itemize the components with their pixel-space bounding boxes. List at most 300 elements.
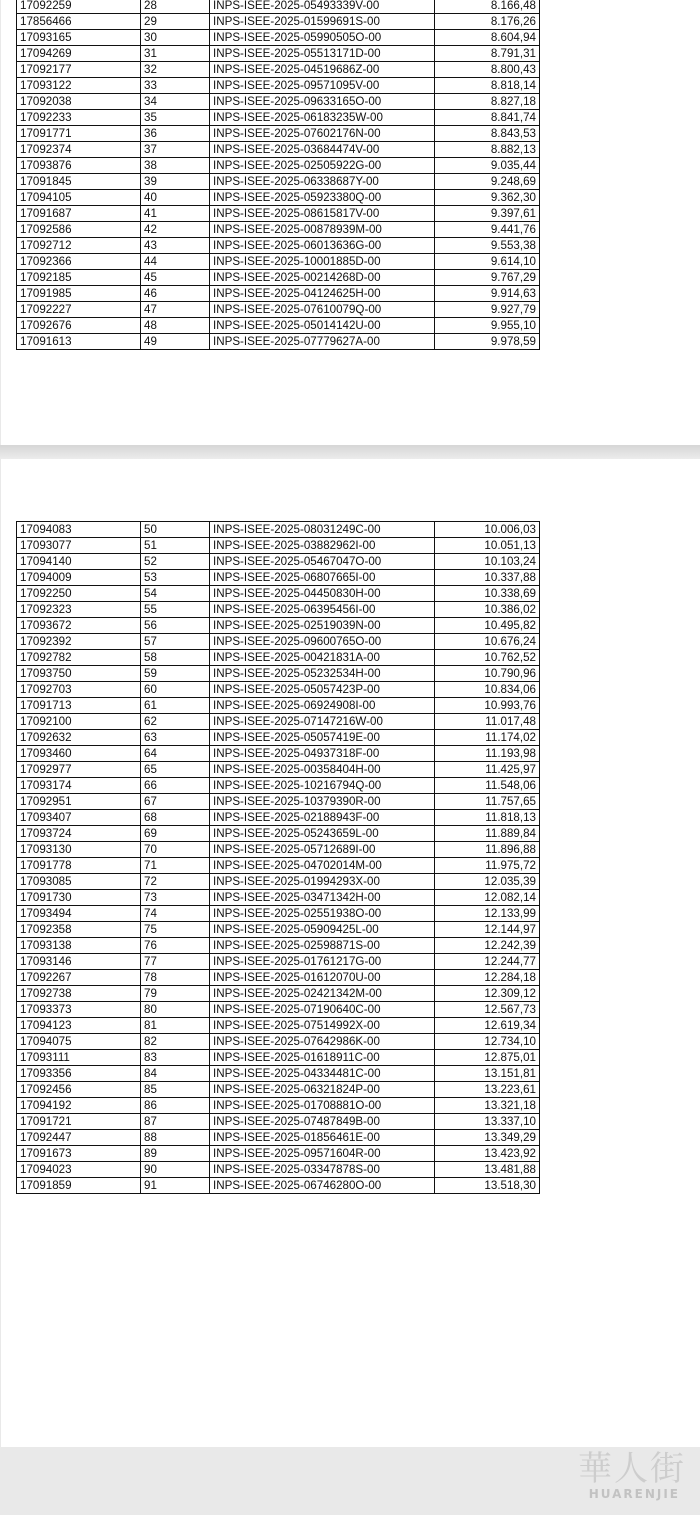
rank-cell: 29 xyxy=(141,14,210,30)
isee-value-cell: 9.767,29 xyxy=(435,270,540,286)
isee-value-cell: 13.321,18 xyxy=(435,1098,540,1114)
isee-value-cell: 12.619,34 xyxy=(435,1018,540,1034)
isee-value-cell: 10.676,24 xyxy=(435,634,540,650)
protocol-id-cell: 17092323 xyxy=(17,602,141,618)
isee-value-cell: 8.176,26 xyxy=(435,14,540,30)
ranking-table-page-1 xyxy=(16,0,540,350)
isee-value-cell: 12.242,39 xyxy=(435,938,540,954)
rank-cell: 46 xyxy=(141,286,210,302)
isee-code-cell: INPS-ISEE-2025-00214268D-00 xyxy=(210,270,435,286)
isee-code-cell: INPS-ISEE-2025-05014142U-00 xyxy=(210,318,435,334)
isee-code-cell: INPS-ISEE-2025-03347878S-00 xyxy=(210,1162,435,1178)
isee-value-cell: 9.248,69 xyxy=(435,174,540,190)
isee-value-cell: 12.244,77 xyxy=(435,954,540,970)
isee-value-cell: 11.757,65 xyxy=(435,794,540,810)
protocol-id-cell: 17092366 xyxy=(17,254,141,270)
isee-code-cell: INPS-ISEE-2025-02188943F-00 xyxy=(210,810,435,826)
isee-value-cell: 11.889,84 xyxy=(435,826,540,842)
isee-value-cell: 13.337,10 xyxy=(435,1114,540,1130)
isee-code-cell: INPS-ISEE-2025-07610079Q-00 xyxy=(210,302,435,318)
protocol-id-cell: 17092977 xyxy=(17,762,141,778)
table-row xyxy=(17,30,540,46)
isee-code-cell: INPS-ISEE-2025-08615817V-00 xyxy=(210,206,435,222)
protocol-id-cell: 17092782 xyxy=(17,650,141,666)
isee-value-cell: 13.518,30 xyxy=(435,1178,540,1194)
protocol-id-cell: 17092392 xyxy=(17,634,141,650)
protocol-id-cell: 17091721 xyxy=(17,1114,141,1130)
isee-code-cell: INPS-ISEE-2025-05513171D-00 xyxy=(210,46,435,62)
isee-value-cell: 12.567,73 xyxy=(435,1002,540,1018)
protocol-id-cell: 17094083 xyxy=(17,522,141,538)
table-row xyxy=(17,0,540,14)
protocol-id-cell: 17092456 xyxy=(17,1082,141,1098)
isee-value-cell: 12.035,39 xyxy=(435,874,540,890)
rank-cell: 75 xyxy=(141,922,210,938)
rank-cell: 54 xyxy=(141,586,210,602)
isee-value-cell: 11.174,02 xyxy=(435,730,540,746)
isee-value-cell: 10.338,69 xyxy=(435,586,540,602)
isee-code-cell: INPS-ISEE-2025-07147216W-00 xyxy=(210,714,435,730)
isee-code-cell: INPS-ISEE-2025-00878939M-00 xyxy=(210,222,435,238)
isee-value-cell: 9.362,30 xyxy=(435,190,540,206)
isee-code-cell: INPS-ISEE-2025-01856461E-00 xyxy=(210,1130,435,1146)
protocol-id-cell: 17091613 xyxy=(17,334,141,350)
protocol-id-cell: 17093750 xyxy=(17,666,141,682)
rank-cell: 52 xyxy=(141,554,210,570)
table-row xyxy=(17,650,540,666)
rank-cell: 72 xyxy=(141,874,210,890)
rank-cell: 40 xyxy=(141,190,210,206)
rank-cell: 67 xyxy=(141,794,210,810)
protocol-id-cell: 17092358 xyxy=(17,922,141,938)
protocol-id-cell: 17092038 xyxy=(17,94,141,110)
rank-cell: 37 xyxy=(141,142,210,158)
table-row xyxy=(17,62,540,78)
isee-code-cell: INPS-ISEE-2025-00358404H-00 xyxy=(210,762,435,778)
protocol-id-cell: 17093146 xyxy=(17,954,141,970)
isee-value-cell: 8.843,53 xyxy=(435,126,540,142)
table-row xyxy=(17,826,540,842)
isee-code-cell: INPS-ISEE-2025-09571095V-00 xyxy=(210,78,435,94)
isee-code-cell: INPS-ISEE-2025-07487849B-00 xyxy=(210,1114,435,1130)
protocol-id-cell: 17092951 xyxy=(17,794,141,810)
protocol-id-cell: 17093077 xyxy=(17,538,141,554)
protocol-id-cell: 17092712 xyxy=(17,238,141,254)
table-row xyxy=(17,1130,540,1146)
isee-code-cell: INPS-ISEE-2025-07602176N-00 xyxy=(210,126,435,142)
protocol-id-cell: 17092676 xyxy=(17,318,141,334)
isee-code-cell: INPS-ISEE-2025-09600765O-00 xyxy=(210,634,435,650)
protocol-id-cell: 17093165 xyxy=(17,30,141,46)
table-row xyxy=(17,666,540,682)
table-row xyxy=(17,586,540,602)
rank-cell: 84 xyxy=(141,1066,210,1082)
rank-cell: 68 xyxy=(141,810,210,826)
isee-value-cell: 9.553,38 xyxy=(435,238,540,254)
rank-cell: 31 xyxy=(141,46,210,62)
protocol-id-cell: 17092632 xyxy=(17,730,141,746)
rank-cell: 89 xyxy=(141,1146,210,1162)
rank-cell: 81 xyxy=(141,1018,210,1034)
protocol-id-cell: 17094140 xyxy=(17,554,141,570)
table-body xyxy=(17,0,540,350)
rank-cell: 86 xyxy=(141,1098,210,1114)
rank-cell: 80 xyxy=(141,1002,210,1018)
rank-cell: 28 xyxy=(141,0,210,14)
rank-cell: 78 xyxy=(141,970,210,986)
table-row xyxy=(17,570,540,586)
rank-cell: 74 xyxy=(141,906,210,922)
table-row xyxy=(17,778,540,794)
isee-code-cell: INPS-ISEE-2025-06807665I-00 xyxy=(210,570,435,586)
rank-cell: 42 xyxy=(141,222,210,238)
rank-cell: 57 xyxy=(141,634,210,650)
isee-code-cell: INPS-ISEE-2025-06013636G-00 xyxy=(210,238,435,254)
table-row xyxy=(17,1146,540,1162)
protocol-id-cell: 17091985 xyxy=(17,286,141,302)
isee-code-cell: INPS-ISEE-2025-02421342M-00 xyxy=(210,986,435,1002)
table-row xyxy=(17,762,540,778)
isee-value-cell: 12.875,01 xyxy=(435,1050,540,1066)
isee-code-cell: INPS-ISEE-2025-00421831A-00 xyxy=(210,650,435,666)
table-row xyxy=(17,1034,540,1050)
isee-value-cell: 10.495,82 xyxy=(435,618,540,634)
table-row xyxy=(17,746,540,762)
rank-cell: 79 xyxy=(141,986,210,1002)
isee-value-cell: 9.397,61 xyxy=(435,206,540,222)
protocol-id-cell: 17092374 xyxy=(17,142,141,158)
isee-value-cell: 11.975,72 xyxy=(435,858,540,874)
isee-code-cell: INPS-ISEE-2025-01612070U-00 xyxy=(210,970,435,986)
isee-code-cell: INPS-ISEE-2025-01761217G-00 xyxy=(210,954,435,970)
table-row xyxy=(17,938,540,954)
isee-code-cell: INPS-ISEE-2025-01618911C-00 xyxy=(210,1050,435,1066)
rank-cell: 55 xyxy=(141,602,210,618)
protocol-id-cell: 17093373 xyxy=(17,1002,141,1018)
protocol-id-cell: 17093724 xyxy=(17,826,141,842)
isee-code-cell: INPS-ISEE-2025-06395456I-00 xyxy=(210,602,435,618)
table-row xyxy=(17,698,540,714)
isee-code-cell: INPS-ISEE-2025-03684474V-00 xyxy=(210,142,435,158)
rank-cell: 53 xyxy=(141,570,210,586)
protocol-id-cell: 17091730 xyxy=(17,890,141,906)
isee-code-cell: INPS-ISEE-2025-01708881O-00 xyxy=(210,1098,435,1114)
protocol-id-cell: 17091771 xyxy=(17,126,141,142)
document-page-1 xyxy=(1,0,700,445)
protocol-id-cell: 17092586 xyxy=(17,222,141,238)
protocol-id-cell: 17093130 xyxy=(17,842,141,858)
table-row xyxy=(17,602,540,618)
page-separator xyxy=(0,445,700,459)
rank-cell: 58 xyxy=(141,650,210,666)
rank-cell: 91 xyxy=(141,1178,210,1194)
rank-cell: 50 xyxy=(141,522,210,538)
table-row xyxy=(17,554,540,570)
isee-code-cell: INPS-ISEE-2025-04334481C-00 xyxy=(210,1066,435,1082)
protocol-id-cell: 17091859 xyxy=(17,1178,141,1194)
isee-code-cell: INPS-ISEE-2025-05909425L-00 xyxy=(210,922,435,938)
isee-code-cell: INPS-ISEE-2025-08031249C-00 xyxy=(210,522,435,538)
rank-cell: 59 xyxy=(141,666,210,682)
isee-value-cell: 10.006,03 xyxy=(435,522,540,538)
protocol-id-cell: 17093407 xyxy=(17,810,141,826)
protocol-id-cell: 17093174 xyxy=(17,778,141,794)
isee-code-cell: INPS-ISEE-2025-01994293X-00 xyxy=(210,874,435,890)
protocol-id-cell: 17092233 xyxy=(17,110,141,126)
isee-code-cell: INPS-ISEE-2025-06338687Y-00 xyxy=(210,174,435,190)
isee-value-cell: 9.927,79 xyxy=(435,302,540,318)
table-row xyxy=(17,1082,540,1098)
table-row xyxy=(17,78,540,94)
table-row xyxy=(17,126,540,142)
isee-code-cell: INPS-ISEE-2025-02598871S-00 xyxy=(210,938,435,954)
isee-code-cell: INPS-ISEE-2025-05057419E-00 xyxy=(210,730,435,746)
rank-cell: 45 xyxy=(141,270,210,286)
isee-code-cell: INPS-ISEE-2025-07779627A-00 xyxy=(210,334,435,350)
rank-cell: 83 xyxy=(141,1050,210,1066)
isee-code-cell: INPS-ISEE-2025-07190640C-00 xyxy=(210,1002,435,1018)
protocol-id-cell: 17094023 xyxy=(17,1162,141,1178)
rank-cell: 88 xyxy=(141,1130,210,1146)
protocol-id-cell: 17092100 xyxy=(17,714,141,730)
protocol-id-cell: 17094105 xyxy=(17,190,141,206)
isee-code-cell: INPS-ISEE-2025-05923380Q-00 xyxy=(210,190,435,206)
table-row xyxy=(17,1050,540,1066)
rank-cell: 44 xyxy=(141,254,210,270)
rank-cell: 90 xyxy=(141,1162,210,1178)
protocol-id-cell: 17092259 xyxy=(17,0,141,14)
isee-value-cell: 8.818,14 xyxy=(435,78,540,94)
table-row xyxy=(17,858,540,874)
isee-value-cell: 8.827,18 xyxy=(435,94,540,110)
ranking-table-page-2 xyxy=(16,521,540,1194)
table-row xyxy=(17,954,540,970)
table-row xyxy=(17,94,540,110)
isee-code-cell: INPS-ISEE-2025-05057423P-00 xyxy=(210,682,435,698)
table-row xyxy=(17,730,540,746)
protocol-id-cell: 17094075 xyxy=(17,1034,141,1050)
table-row xyxy=(17,906,540,922)
isee-value-cell: 11.818,13 xyxy=(435,810,540,826)
isee-value-cell: 8.800,43 xyxy=(435,62,540,78)
isee-value-cell: 13.223,61 xyxy=(435,1082,540,1098)
rank-cell: 47 xyxy=(141,302,210,318)
rank-cell: 71 xyxy=(141,858,210,874)
table-row xyxy=(17,1162,540,1178)
table-row xyxy=(17,970,540,986)
isee-value-cell: 13.423,92 xyxy=(435,1146,540,1162)
rank-cell: 39 xyxy=(141,174,210,190)
isee-value-cell: 10.386,02 xyxy=(435,602,540,618)
table-row xyxy=(17,1178,540,1194)
isee-code-cell: INPS-ISEE-2025-10001885D-00 xyxy=(210,254,435,270)
isee-code-cell: INPS-ISEE-2025-05467047O-00 xyxy=(210,554,435,570)
isee-code-cell: INPS-ISEE-2025-05232534H-00 xyxy=(210,666,435,682)
isee-value-cell: 12.284,18 xyxy=(435,970,540,986)
site-watermark xyxy=(546,1441,686,1501)
isee-value-cell: 10.834,06 xyxy=(435,682,540,698)
isee-code-cell: INPS-ISEE-2025-10379390R-00 xyxy=(210,794,435,810)
document-page-2 xyxy=(1,459,700,1447)
isee-value-cell: 12.133,99 xyxy=(435,906,540,922)
table-row xyxy=(17,890,540,906)
protocol-id-cell: 17091673 xyxy=(17,1146,141,1162)
isee-value-cell: 10.993,76 xyxy=(435,698,540,714)
isee-value-cell: 12.309,12 xyxy=(435,986,540,1002)
isee-value-cell: 10.337,88 xyxy=(435,570,540,586)
isee-value-cell: 9.035,44 xyxy=(435,158,540,174)
protocol-id-cell: 17091687 xyxy=(17,206,141,222)
protocol-id-cell: 17092177 xyxy=(17,62,141,78)
isee-code-cell: INPS-ISEE-2025-09633165O-00 xyxy=(210,94,435,110)
protocol-id-cell: 17093876 xyxy=(17,158,141,174)
isee-code-cell: INPS-ISEE-2025-06924908I-00 xyxy=(210,698,435,714)
isee-code-cell: INPS-ISEE-2025-05243659L-00 xyxy=(210,826,435,842)
rank-cell: 62 xyxy=(141,714,210,730)
rank-cell: 66 xyxy=(141,778,210,794)
table-row xyxy=(17,618,540,634)
isee-value-cell: 8.791,31 xyxy=(435,46,540,62)
isee-value-cell: 10.103,24 xyxy=(435,554,540,570)
table-row xyxy=(17,1002,540,1018)
isee-value-cell: 11.548,06 xyxy=(435,778,540,794)
protocol-id-cell: 17091778 xyxy=(17,858,141,874)
isee-code-cell: INPS-ISEE-2025-04450830H-00 xyxy=(210,586,435,602)
isee-value-cell: 13.481,88 xyxy=(435,1162,540,1178)
isee-value-cell: 8.882,13 xyxy=(435,142,540,158)
isee-code-cell: INPS-ISEE-2025-05493339V-00 xyxy=(210,0,435,14)
table-body xyxy=(17,522,540,1194)
table-row xyxy=(17,270,540,286)
rank-cell: 36 xyxy=(141,126,210,142)
table-row xyxy=(17,206,540,222)
table-row xyxy=(17,14,540,30)
rank-cell: 35 xyxy=(141,110,210,126)
watermark-logo-glyphs: 華人街 xyxy=(578,1449,686,1489)
rank-cell: 38 xyxy=(141,158,210,174)
isee-code-cell: INPS-ISEE-2025-05990505O-00 xyxy=(210,30,435,46)
isee-value-cell: 11.896,88 xyxy=(435,842,540,858)
isee-value-cell: 9.955,10 xyxy=(435,318,540,334)
rank-cell: 48 xyxy=(141,318,210,334)
table-row xyxy=(17,142,540,158)
rank-cell: 43 xyxy=(141,238,210,254)
rank-cell: 69 xyxy=(141,826,210,842)
table-row xyxy=(17,174,540,190)
rank-cell: 87 xyxy=(141,1114,210,1130)
table-row xyxy=(17,190,540,206)
rank-cell: 82 xyxy=(141,1034,210,1050)
rank-cell: 64 xyxy=(141,746,210,762)
protocol-id-cell: 17092250 xyxy=(17,586,141,602)
rank-cell: 77 xyxy=(141,954,210,970)
rank-cell: 65 xyxy=(141,762,210,778)
table-row xyxy=(17,634,540,650)
table-row xyxy=(17,1066,540,1082)
protocol-id-cell: 17093460 xyxy=(17,746,141,762)
rank-cell: 60 xyxy=(141,682,210,698)
isee-value-cell: 8.841,74 xyxy=(435,110,540,126)
isee-code-cell: INPS-ISEE-2025-07642986K-00 xyxy=(210,1034,435,1050)
isee-code-cell: INPS-ISEE-2025-02505922G-00 xyxy=(210,158,435,174)
protocol-id-cell: 17091845 xyxy=(17,174,141,190)
protocol-id-cell: 17094192 xyxy=(17,1098,141,1114)
isee-value-cell: 13.349,29 xyxy=(435,1130,540,1146)
isee-value-cell: 10.762,52 xyxy=(435,650,540,666)
protocol-id-cell: 17094009 xyxy=(17,570,141,586)
isee-code-cell: INPS-ISEE-2025-03471342H-00 xyxy=(210,890,435,906)
isee-value-cell: 9.614,10 xyxy=(435,254,540,270)
table-row xyxy=(17,286,540,302)
rank-cell: 85 xyxy=(141,1082,210,1098)
watermark-logo-text: HUARENJIE xyxy=(588,1487,680,1501)
isee-code-cell: INPS-ISEE-2025-07514992X-00 xyxy=(210,1018,435,1034)
isee-code-cell: INPS-ISEE-2025-06321824P-00 xyxy=(210,1082,435,1098)
rank-cell: 51 xyxy=(141,538,210,554)
isee-value-cell: 10.051,13 xyxy=(435,538,540,554)
protocol-id-cell: 17093085 xyxy=(17,874,141,890)
table-row xyxy=(17,922,540,938)
table-row xyxy=(17,302,540,318)
table-row xyxy=(17,714,540,730)
rank-cell: 41 xyxy=(141,206,210,222)
table-row xyxy=(17,110,540,126)
isee-code-cell: INPS-ISEE-2025-02519039N-00 xyxy=(210,618,435,634)
protocol-id-cell: 17092185 xyxy=(17,270,141,286)
table-row xyxy=(17,1018,540,1034)
protocol-id-cell: 17092703 xyxy=(17,682,141,698)
table-row xyxy=(17,46,540,62)
protocol-id-cell: 17092227 xyxy=(17,302,141,318)
protocol-id-cell: 17093111 xyxy=(17,1050,141,1066)
isee-value-cell: 9.914,63 xyxy=(435,286,540,302)
table-row xyxy=(17,522,540,538)
rank-cell: 73 xyxy=(141,890,210,906)
rank-cell: 76 xyxy=(141,938,210,954)
table-row xyxy=(17,1098,540,1114)
rank-cell: 32 xyxy=(141,62,210,78)
table-row xyxy=(17,254,540,270)
isee-value-cell: 8.166,48 xyxy=(435,0,540,14)
isee-code-cell: INPS-ISEE-2025-04702014M-00 xyxy=(210,858,435,874)
table-row xyxy=(17,986,540,1002)
isee-code-cell: INPS-ISEE-2025-04937318F-00 xyxy=(210,746,435,762)
table-row xyxy=(17,794,540,810)
protocol-id-cell: 17093138 xyxy=(17,938,141,954)
table-row xyxy=(17,874,540,890)
protocol-id-cell: 17093494 xyxy=(17,906,141,922)
isee-code-cell: INPS-ISEE-2025-04124625H-00 xyxy=(210,286,435,302)
rank-cell: 56 xyxy=(141,618,210,634)
rank-cell: 49 xyxy=(141,334,210,350)
table-row xyxy=(17,682,540,698)
isee-value-cell: 9.978,59 xyxy=(435,334,540,350)
protocol-id-cell: 17092267 xyxy=(17,970,141,986)
table-row xyxy=(17,238,540,254)
isee-code-cell: INPS-ISEE-2025-10216794Q-00 xyxy=(210,778,435,794)
table-row xyxy=(17,222,540,238)
isee-code-cell: INPS-ISEE-2025-09571604R-00 xyxy=(210,1146,435,1162)
isee-value-cell: 12.734,10 xyxy=(435,1034,540,1050)
isee-value-cell: 8.604,94 xyxy=(435,30,540,46)
table-row xyxy=(17,318,540,334)
isee-code-cell: INPS-ISEE-2025-06183235W-00 xyxy=(210,110,435,126)
table-row xyxy=(17,158,540,174)
isee-code-cell: INPS-ISEE-2025-01599691S-00 xyxy=(210,14,435,30)
rank-cell: 34 xyxy=(141,94,210,110)
rank-cell: 63 xyxy=(141,730,210,746)
isee-value-cell: 11.017,48 xyxy=(435,714,540,730)
